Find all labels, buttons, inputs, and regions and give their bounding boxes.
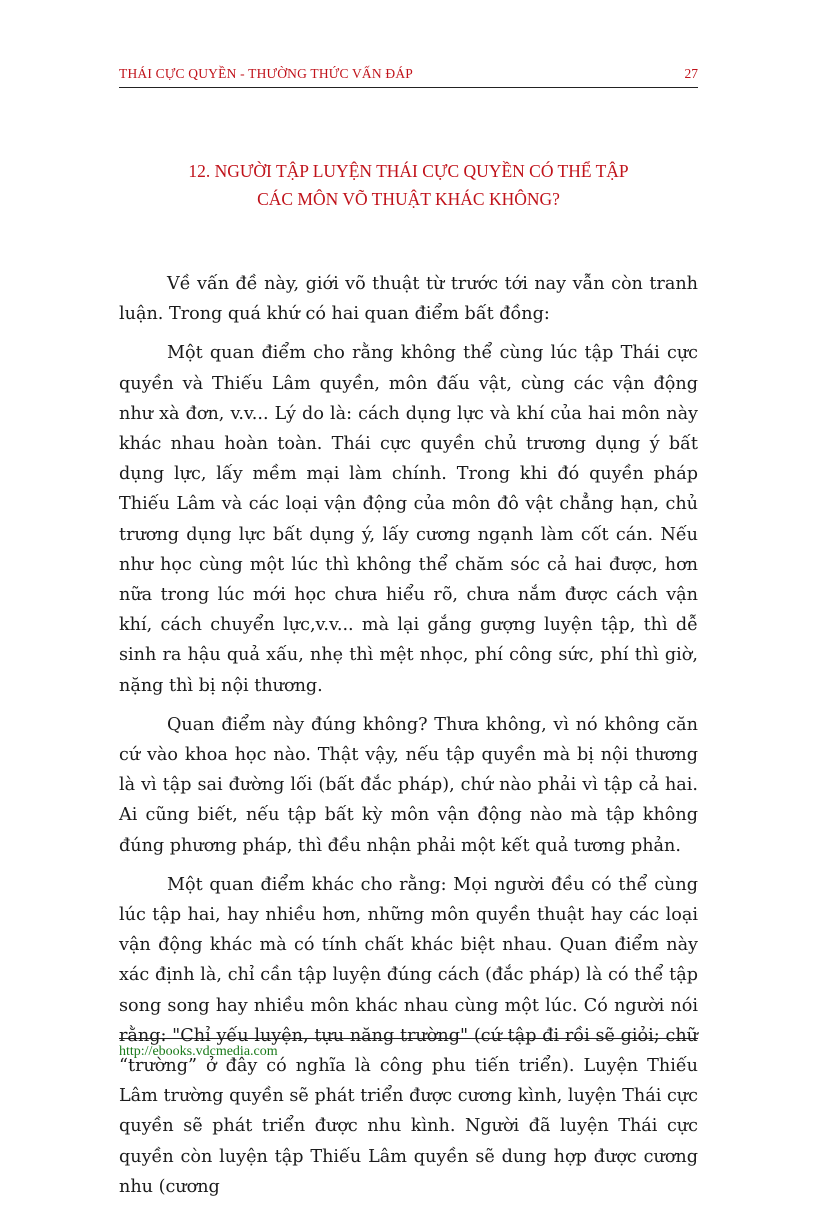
running-header — [119, 66, 698, 88]
paragraph-1: Về vấn đề này, giới võ thuật từ trước tới nay vẫn còn tranh luận. Trong quá khứ có hai quan điểm bất đồng: — [119, 274, 698, 325]
book-title: THÁI CỰC QUYỀN - THƯỜNG THỨC VẤN ĐÁP — [119, 66, 414, 81]
footer-url-link[interactable]: http://ebooks.vdcmedia.com — [119, 1044, 278, 1059]
paragraph-3: Quan điểm này đúng không? Thưa không, vì nó không căn cứ vào khoa học nào. Thật vậy, nếu tập quyền mà bị nội thương là vì tập sai đường lối (bất đắc pháp), chứ nào phải vì tập cả hai. Ai cũng biết, nếu tập bất kỳ môn vận động nào mà tập không đúng phương pháp, thì đều nhận phải một kết quả tương phản. — [119, 714, 698, 856]
body-text — [119, 269, 698, 1211]
page-number: 27 — [684, 66, 698, 81]
footer-divider — [119, 1038, 698, 1039]
chapter-title — [119, 157, 698, 213]
chapter-title-line-1: 12. NGƯỜI TẬP LUYỆN THÁI CỰC QUYỀN CÓ THỂ TẬP — [188, 161, 629, 181]
chapter-title-line-2: CÁC MÔN VÕ THUẬT KHÁC KHÔNG? — [257, 189, 560, 209]
paragraph-2: Một quan điểm cho rằng không thể cùng lúc tập Thái cực quyền và Thiếu Lâm quyền, môn đấu vật, cùng các vận động như xà đơn, v.v... Lý do là: cách dụng lực và khí của hai môn này khác nhau hoàn toàn. Thái cực quyền chủ trương dụng ý bất dụng lực, lấy mềm mại làm chính. Trong khi đó quyền pháp Thiếu Lâm và các loại vận động của môn đô vật chẳng hạn, chủ trương dụng lực bất dụng ý, lấy cương ngạnh làm cốt cán. Nếu như học cùng một lúc thì không thể chăm sóc cả hai được, hơn nữa trong lúc mới học chưa hiểu rõ, chưa nắm được cách vận khí, cách chuyển lực,v.v... mà lại gắng gượng luyện tập, thì dễ sinh ra hậu quả xấu, nhẹ thì mệt nhọc, phí công sức, phí thì giờ, nặng thì bị nội thương. — [119, 343, 698, 696]
header-divider — [119, 87, 698, 88]
paragraph-4: Một quan điểm khác cho rằng: Mọi người đều có thể cùng lúc tập hai, hay nhiều hơn, những môn quyền thuật hay các loại vận động khác mà có tính chất khác biệt nhau. Quan điểm này xác định là, chỉ cần tập luyện đúng cách (đắc pháp) là có thể tập song song hay nhiều môn khác nhau cùng một lúc. Có người nói rằng: "Chỉ yếu luyện, tựu năng trường" (cứ tập đi rồi sẽ giỏi; chữ “trường” ở đây có nghĩa là công phu tiến triển). Luyện Thiếu Lâm trường quyền sẽ phát triển được cương kình, luyện Thái cực quyền sẽ phát triển được nhu kình. Người đã luyện Thái cực quyền còn luyện tập Thiếu Lâm quyền sẽ dung hợp được cương nhu (cương — [119, 874, 698, 1197]
